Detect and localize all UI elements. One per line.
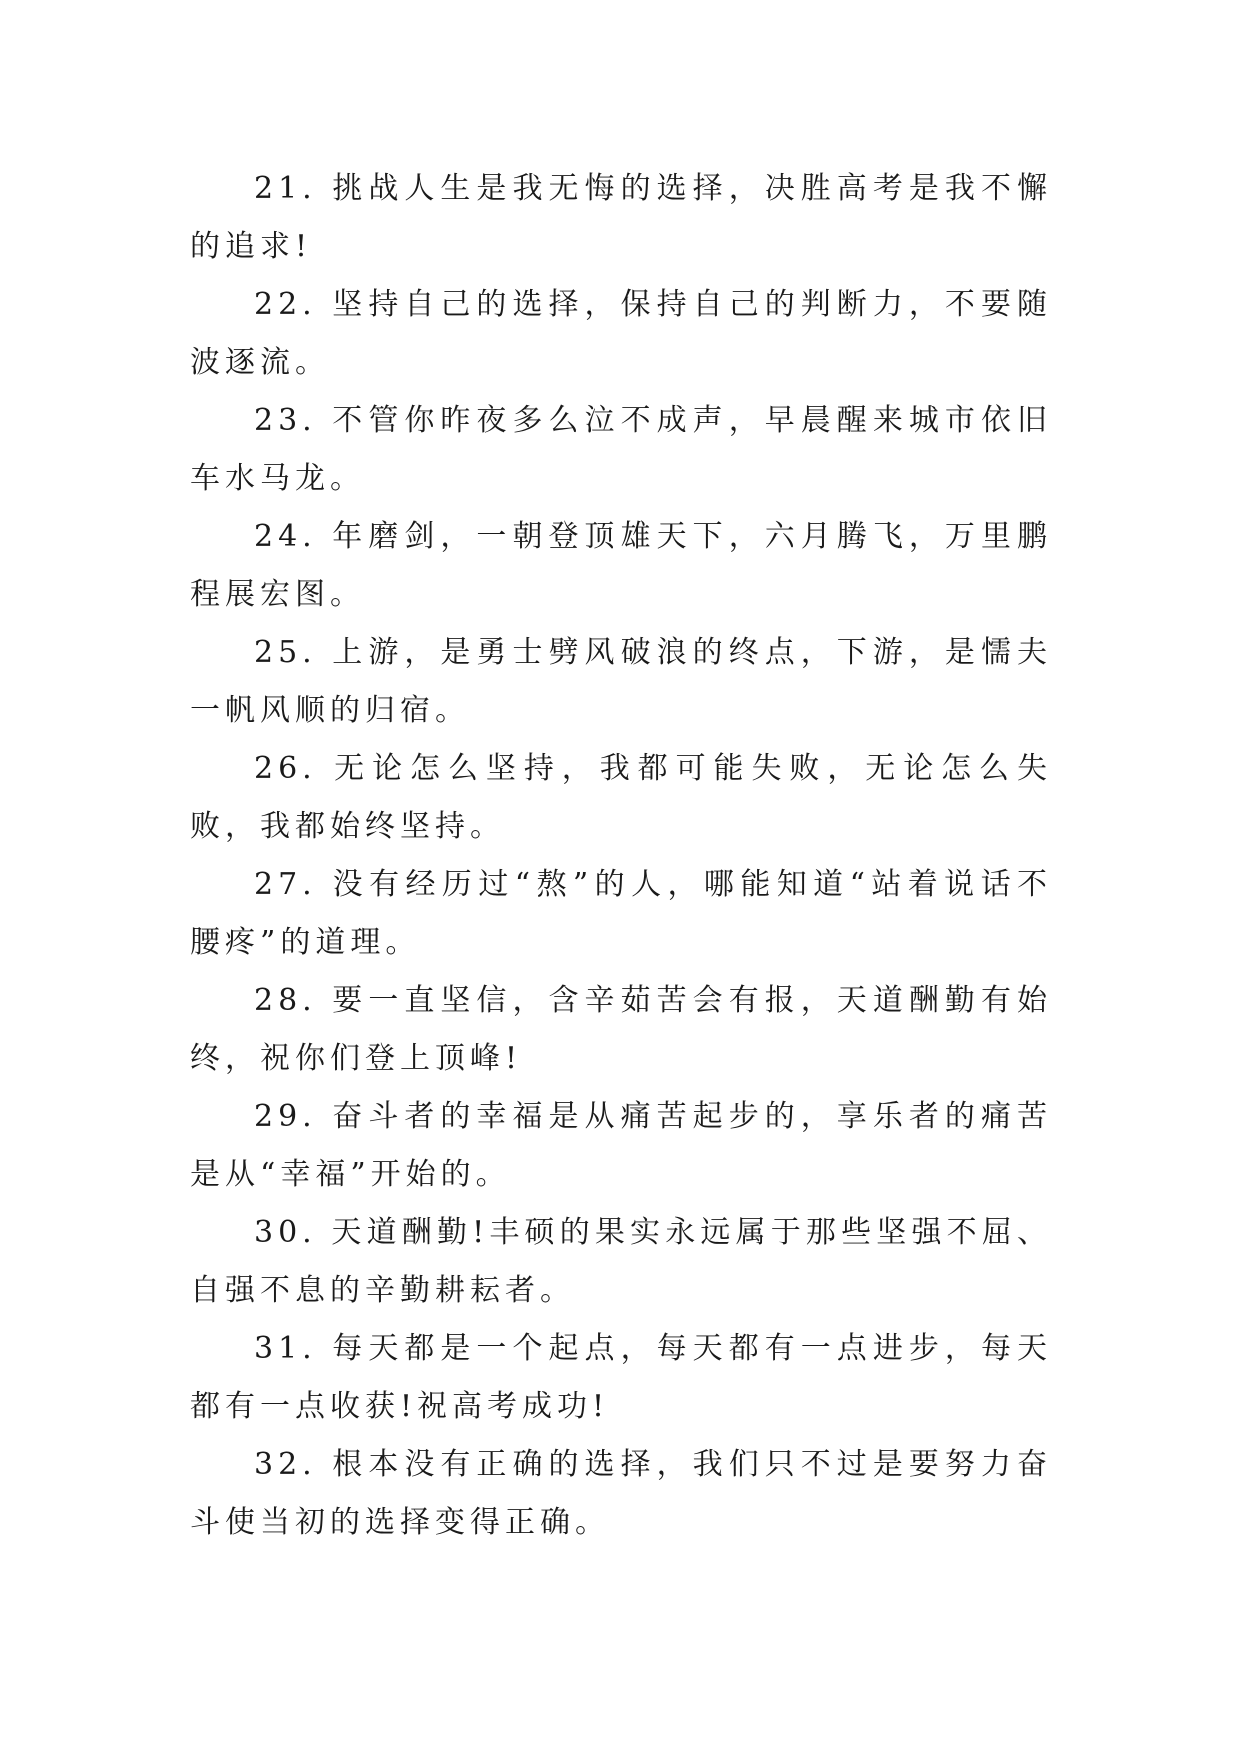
paragraph-26: 26. 无论怎么坚持，我都可能失败，无论怎么失败，我都始终坚持。 bbox=[190, 751, 1052, 844]
paragraph-22: 22. 坚持自己的选择，保持自己的判断力，不要随波逐流。 bbox=[190, 287, 1052, 380]
document-body bbox=[190, 160, 1052, 1552]
paragraph-29: 29. 奋斗者的幸福是从痛苦起步的，享乐者的痛苦是从“幸福”开始的。 bbox=[190, 1099, 1052, 1192]
paragraph-32: 32. 根本没有正确的选择，我们只不过是要努力奋斗使当初的选择变得正确。 bbox=[190, 1447, 1052, 1540]
paragraph-28: 28. 要一直坚信，含辛茹苦会有报，天道酬勤有始终，祝你们登上顶峰! bbox=[190, 983, 1052, 1076]
paragraph-24: 24. 年磨剑，一朝登顶雄天下，六月腾飞，万里鹏程展宏图。 bbox=[190, 519, 1052, 612]
paragraph-27: 27. 没有经历过“熬”的人，哪能知道“站着说话不腰疼”的道理。 bbox=[190, 867, 1052, 960]
paragraph-21: 21. 挑战人生是我无悔的选择，决胜高考是我不懈的追求! bbox=[190, 171, 1052, 264]
paragraph-23: 23. 不管你昨夜多么泣不成声，早晨醒来城市依旧车水马龙。 bbox=[190, 403, 1052, 496]
paragraph-31: 31. 每天都是一个起点，每天都有一点进步，每天都有一点收获!祝高考成功! bbox=[190, 1331, 1052, 1424]
paragraph-30: 30. 天道酬勤!丰硕的果实永远属于那些坚强不屈、自强不息的辛勤耕耘者。 bbox=[190, 1215, 1052, 1308]
paragraph-25: 25. 上游，是勇士劈风破浪的终点，下游，是懦夫一帆风顺的归宿。 bbox=[190, 635, 1052, 728]
